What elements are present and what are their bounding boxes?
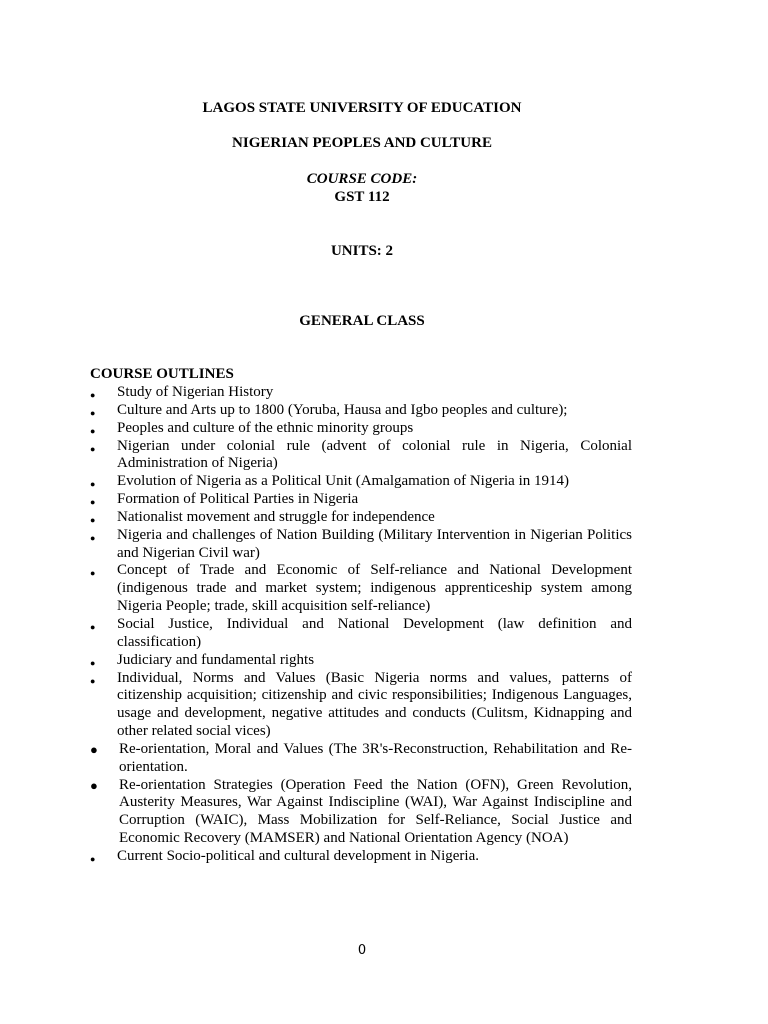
bullet-icon: ● bbox=[90, 425, 96, 436]
list-item-text: Individual, Norms and Values (Basic Nigeria norms and values, patterns of citizenship acquisition; citizenship and civic responsibilities; Indigenous Languages, usage and development, negative attitudes and conducts (Culitsm, Kidnapping and other related social vices) bbox=[117, 669, 632, 740]
list-item-text: Nigeria and challenges of Nation Building (Military Intervention in Nigerian Politics and Nigerian Civil war) bbox=[117, 526, 632, 561]
bullet-icon: ● bbox=[90, 514, 96, 525]
course-code-label: COURSE CODE: bbox=[306, 171, 418, 187]
list-item bbox=[90, 777, 632, 848]
list-item bbox=[90, 616, 632, 652]
bullet-icon: ● bbox=[90, 777, 98, 793]
bullet-icon: ● bbox=[90, 407, 96, 418]
list-item-text: Concept of Trade and Economic of Self-reliance and National Development (indigenous trade and market system; indigenous apprenticeship system among Nigeria People; trade, skill acquisition self-reliance) bbox=[117, 562, 632, 615]
list-item bbox=[90, 562, 632, 616]
list-item bbox=[90, 402, 632, 420]
course-code: GST 112 bbox=[334, 189, 390, 205]
bullet-icon: ● bbox=[90, 443, 96, 454]
list-item-text: Current Socio-political and cultural development in Nigeria. bbox=[117, 847, 479, 864]
bullet-icon: ● bbox=[90, 675, 96, 686]
bullet-icon: ● bbox=[90, 568, 96, 579]
class-type: GENERAL CLASS bbox=[299, 313, 425, 329]
list-item bbox=[90, 652, 632, 670]
list-item-text: Nationalist movement and struggle for independence bbox=[117, 508, 435, 525]
list-item bbox=[90, 473, 632, 491]
bullet-icon: ● bbox=[90, 532, 96, 543]
list-item-text: Study of Nigerian History bbox=[117, 384, 274, 400]
list-item bbox=[90, 741, 632, 777]
list-item bbox=[90, 438, 632, 474]
list-item bbox=[90, 384, 632, 402]
list-item-text: Evolution of Nigeria as a Political Unit (Amalgamation of Nigeria in 1914) bbox=[117, 473, 569, 490]
page-number: 0 bbox=[357, 943, 367, 958]
course-title: NIGERIAN PEOPLES AND CULTURE bbox=[232, 135, 492, 151]
bullet-icon: ● bbox=[90, 497, 96, 508]
bullet-icon: ● bbox=[90, 479, 96, 490]
bullet-icon: ● bbox=[90, 621, 96, 632]
list-item bbox=[90, 509, 632, 527]
list-item-text: Re-orientation, Moral and Values (The 3R's-Reconstruction, Rehabilitation and Re-orientation. bbox=[119, 740, 632, 775]
list-item-text: Culture and Arts up to 1800 (Yoruba, Hausa and Igbo peoples and culture); bbox=[117, 401, 568, 418]
list-item-text: Formation of Political Parties in Nigeria bbox=[117, 491, 359, 508]
institution-name: LAGOS STATE UNIVERSITY OF EDUCATION bbox=[202, 100, 522, 116]
bullet-icon: ● bbox=[90, 390, 96, 400]
course-outline-list bbox=[90, 384, 632, 866]
list-item-text: Peoples and culture of the ethnic minority groups bbox=[117, 419, 414, 436]
course-outlines-heading: COURSE OUTLINES bbox=[90, 366, 234, 382]
list-item-text: Re-orientation Strategies (Operation Feed the Nation (OFN), Green Revolution, Austerity Measures, War Against Indiscipline (WAI), War Against Indiscipline and Corruption (WAIC), Mass Mobilization for Self-Reliance, Social Justice and Economic Recovery (MAMSER) and National Orientation Agency (NOA) bbox=[119, 776, 632, 847]
units: UNITS: 2 bbox=[330, 243, 394, 259]
list-item-text: Nigerian under colonial rule (advent of colonial rule in Nigeria, Colonial Administration of Nigeria) bbox=[117, 437, 632, 472]
list-item-text: Judiciary and fundamental rights bbox=[117, 651, 315, 668]
list-item bbox=[90, 491, 632, 509]
bullet-icon: ● bbox=[90, 657, 96, 668]
list-item-text: Social Justice, Individual and National Development (law definition and classification) bbox=[117, 615, 632, 650]
list-item bbox=[90, 670, 632, 741]
bullet-icon: ● bbox=[90, 741, 98, 757]
list-item bbox=[90, 848, 632, 866]
list-item bbox=[90, 420, 632, 438]
list-item bbox=[90, 527, 632, 563]
bullet-icon: ● bbox=[90, 853, 96, 864]
